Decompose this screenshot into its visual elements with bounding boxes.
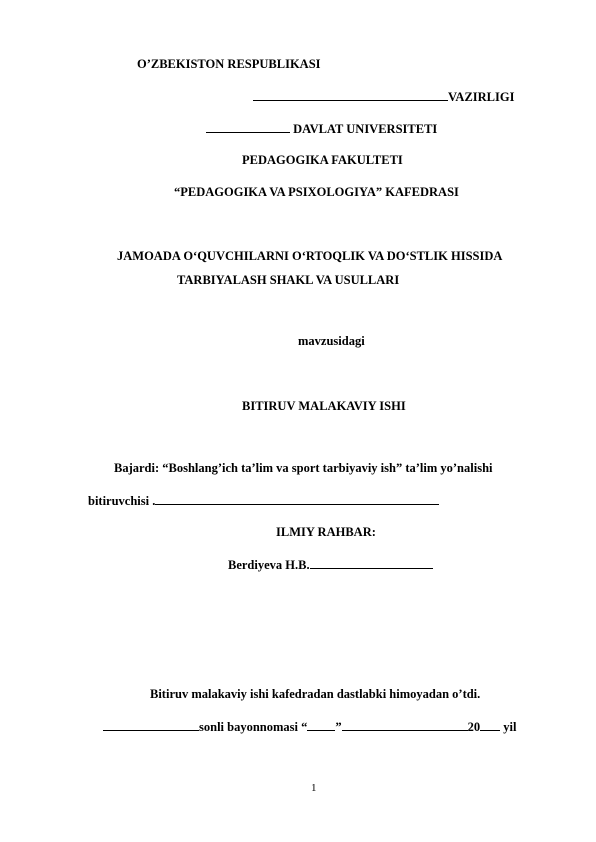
- supervisor-line: [228, 556, 433, 573]
- quote-close: ”: [335, 720, 342, 734]
- topic-caption: mavzusidagi: [298, 334, 365, 348]
- work-type-title: BITIRUV MALAKAVIY ISHI: [242, 399, 406, 413]
- page-number: 1: [311, 782, 317, 794]
- supervisor-label: ILMIY RAHBAR:: [276, 525, 376, 539]
- protocol-text: sonli bayonnomasi “: [199, 720, 308, 734]
- year-prefix: 20: [467, 720, 481, 734]
- year-suffix: yil: [500, 720, 517, 734]
- defense-line-2: [103, 718, 516, 735]
- university-line: [206, 120, 437, 137]
- topic-line-2: TARBIYALASH SHAKL VA USULLARI: [177, 273, 400, 287]
- faculty-title: PEDAGOGIKA FAKULTETI: [242, 153, 403, 167]
- year-blank[interactable]: [480, 718, 500, 731]
- day-blank[interactable]: [307, 718, 335, 731]
- month-blank[interactable]: [342, 718, 468, 731]
- author-line-1: Bajardi: “Boshlang’ich ta’lim va sport tarbiyaviy ish” ta’lim yo’nalishi: [114, 461, 493, 475]
- supervisor-name: Berdiyeva H.B.: [228, 558, 310, 572]
- ministry-suffix: VAZIRLIGI: [448, 90, 515, 104]
- ministry-blank[interactable]: [253, 88, 448, 101]
- defense-line-1: Bitiruv malakaviy ishi kafedradan dastlabki himoyadan o’tdi.: [150, 687, 481, 701]
- author-line-2: [88, 492, 439, 509]
- author-prefix: bitiruvchisi .: [88, 494, 156, 508]
- topic-line-1: JAMOADA O‘QUVCHILARNI O‘RTOQLIK VA DO‘STLIK HISSIDA: [117, 249, 503, 263]
- ministry-line: [253, 88, 514, 105]
- department-title: “PEDAGOGIKA VA PSIXOLOGIYA” KAFEDRASI: [174, 185, 459, 199]
- country-title: O’ZBEKISTON RESPUBLIKASI: [137, 57, 321, 71]
- supervisor-blank[interactable]: [310, 556, 433, 569]
- protocol-number-blank[interactable]: [103, 718, 199, 731]
- university-blank[interactable]: [206, 120, 290, 133]
- university-suffix: DAVLAT UNIVERSITETI: [290, 122, 438, 136]
- author-name-blank[interactable]: [155, 492, 439, 505]
